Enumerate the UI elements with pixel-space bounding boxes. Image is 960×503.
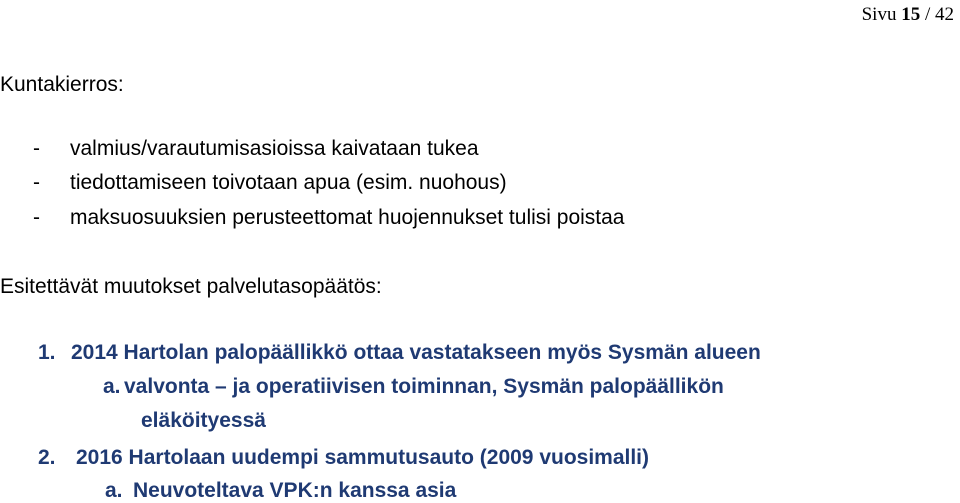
list-item-number: 2.: [38, 446, 56, 469]
bullet-item: [33, 137, 479, 161]
list-item-number: a.: [105, 479, 123, 502]
page-total: 42: [935, 4, 954, 25]
bullet-text: maksuosuuksien perusteettomat huojennukset tulisi poistaa: [70, 206, 625, 229]
bullet-item: [33, 171, 507, 195]
section-heading-muutokset: Esitettävät muutokset palvelutasopäätös:: [0, 275, 382, 298]
list-item: [105, 479, 456, 503]
list-item: [103, 375, 724, 399]
list-item: [141, 409, 266, 433]
list-item: [38, 341, 761, 365]
bullet-text: tiedottamiseen toivotaan apua (esim. nuohous): [70, 171, 507, 194]
list-item-text: valvonta – ja operatiivisen toiminnan, Sysmän palopäällikön: [124, 375, 724, 398]
page-separator: /: [924, 4, 931, 25]
bullet-dash: -: [33, 206, 40, 229]
page-label: Sivu: [861, 4, 897, 25]
page-current: 15: [901, 4, 921, 25]
bullet-dash: -: [33, 171, 40, 194]
section-heading-kuntakierros: Kuntakierros:: [0, 73, 124, 96]
page-number: [862, 4, 954, 26]
list-item-number: a.: [103, 375, 121, 398]
list-item-text: eläköityessä: [141, 409, 266, 432]
list-item: [38, 446, 649, 470]
bullet-dash: -: [33, 137, 40, 160]
list-item-text: 2014 Hartolan palopäällikkö ottaa vastatakseen myös Sysmän alueen: [71, 341, 761, 364]
bullet-text: valmius/varautumisasioissa kaivataan tukea: [70, 137, 479, 160]
list-item-number: 1.: [38, 341, 56, 364]
list-item-text: 2016 Hartolaan uudempi sammutusauto (2009 vuosimalli): [76, 446, 650, 469]
list-item-text: Neuvoteltava VPK:n kanssa asia: [133, 479, 457, 502]
bullet-item: [33, 206, 625, 230]
